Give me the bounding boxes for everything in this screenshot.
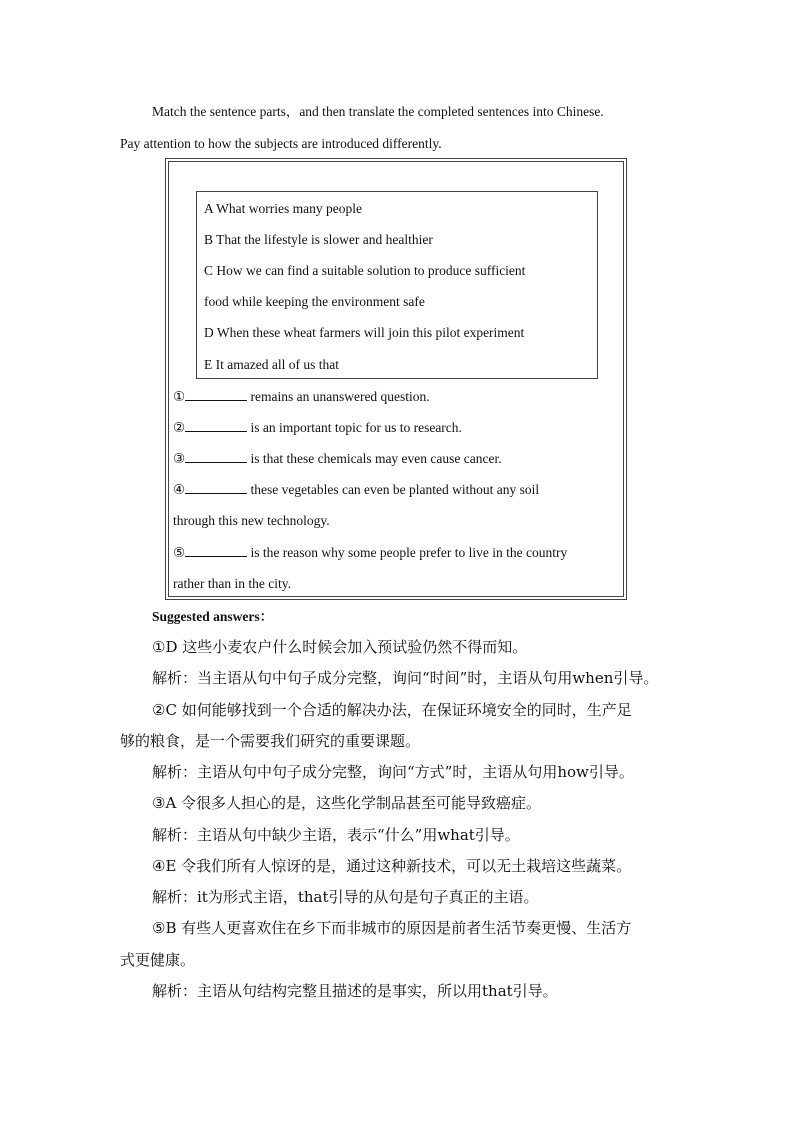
sentence-5-number: ⑤ [173, 545, 186, 560]
blank-3[interactable] [185, 450, 247, 463]
answer-3-analysis: 解析：主语从句中缺少主语，表示“什么”用what引导。 [152, 826, 520, 844]
sentence-4-continued: through this new technology. [173, 513, 330, 528]
answer-4-analysis: 解析：it为形式主语，that引导的从句是句子真正的主语。 [152, 888, 539, 906]
blank-5[interactable] [185, 544, 247, 557]
answer-3: ③A 令很多人担心的是，这些化学制品甚至可能导致癌症。 [152, 794, 542, 812]
sentence-1-number: ① [173, 389, 186, 404]
sentence-5 [173, 543, 567, 563]
sentence-5-text: is the reason why some people prefer to live in the country [250, 545, 568, 560]
answer-5-line-1: ⑤B 有些人更喜欢住在乡下而非城市的原因是前者生活节奏更慢、生活方 [152, 919, 632, 937]
sentence-2 [173, 418, 462, 438]
sentence-4-text: these vegetables can even be planted without any soil [250, 482, 540, 497]
sentence-4-number: ④ [173, 482, 186, 497]
sentence-5-continued: rather than in the city. [173, 576, 291, 591]
options-box [196, 191, 598, 379]
sentence-1-text: remains an unanswered question. [250, 389, 430, 404]
sentence-3-text: is that these chemicals may even cause cancer. [250, 451, 502, 466]
answer-1-analysis: 解析：当主语从句中句子成分完整，询问“时间”时，主语从句用when引导。 [152, 669, 659, 687]
option-b: B That the lifestyle is slower and healthier [204, 232, 433, 247]
sentence-4 [173, 480, 539, 500]
sentence-3 [173, 449, 502, 469]
blank-2[interactable] [185, 419, 247, 432]
answer-2-line-2: 够的粮食，是一个需要我们研究的重要课题。 [120, 732, 421, 750]
option-a: A What worries many people [204, 201, 362, 216]
blank-1[interactable] [185, 388, 247, 401]
option-d: D When these wheat farmers will join this pilot experiment [204, 325, 525, 340]
sentence-2-text: is an important topic for us to research. [250, 420, 462, 435]
instruction-line-1: Match the sentence parts，and then translate the completed sentences into Chinese. [152, 104, 604, 119]
answer-1: ①D 这些小麦农户什么时候会加入预试验仍然不得而知。 [152, 638, 528, 656]
option-e: E It amazed all of us that [204, 357, 339, 372]
answer-5-line-2: 式更健康。 [120, 951, 196, 969]
sentence-1 [173, 387, 430, 407]
option-c-continued: food while keeping the environment safe [204, 294, 425, 309]
option-c: C How we can find a suitable solution to produce sufficient [204, 263, 526, 278]
answer-2-line-1: ②C 如何能够找到一个合适的解决办法，在保证环境安全的同时，生产足 [152, 701, 632, 719]
sentence-2-number: ② [173, 420, 186, 435]
answer-5-analysis: 解析：主语从句结构完整且描述的是事实，所以用that引导。 [152, 982, 558, 1000]
blank-4[interactable] [185, 481, 247, 494]
answer-2-analysis: 解析：主语从句中句子成分完整，询问“方式”时，主语从句用how引导。 [152, 763, 634, 781]
answers-heading: Suggested answers： [152, 609, 274, 624]
answer-4: ④E 令我们所有人惊讶的是，通过这种新技术，可以无土栽培这些蔬菜。 [152, 857, 632, 875]
sentence-3-number: ③ [173, 451, 186, 466]
instruction-line-2: Pay attention to how the subjects are introduced differently. [120, 136, 442, 151]
